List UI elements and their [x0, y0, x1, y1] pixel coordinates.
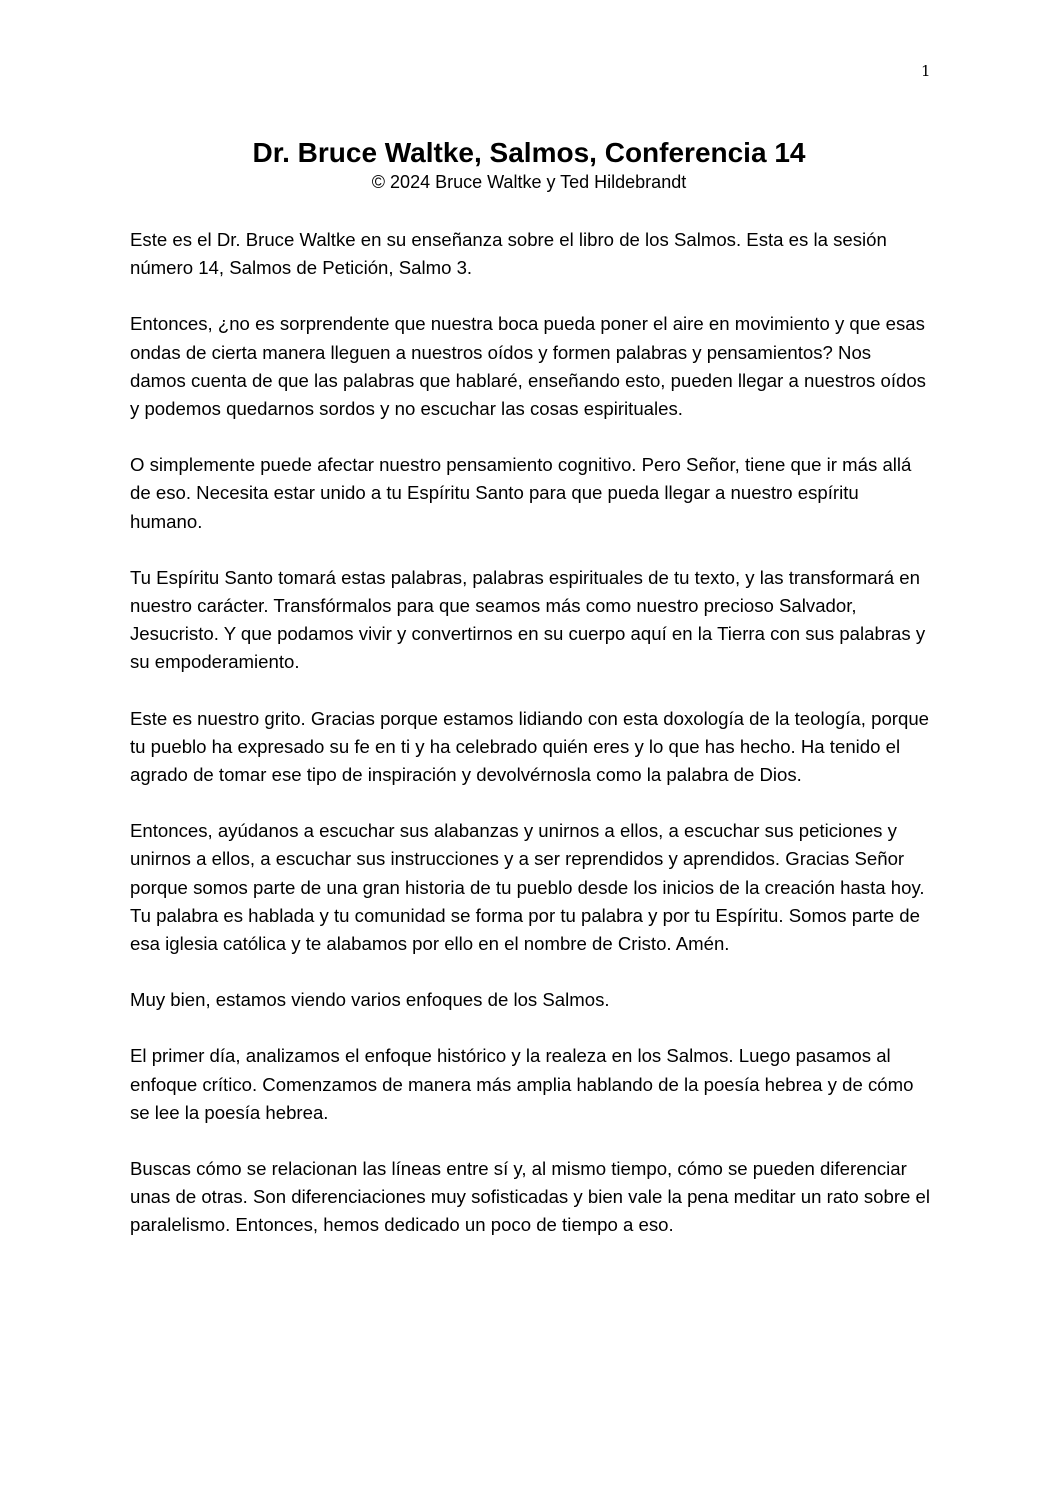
- paragraph: Tu Espíritu Santo tomará estas palabras, palabras espirituales de tu texto, y las transformará en nuestro carácter. Transfórmalos para que seamos más como nuestro precioso Salvador, Jesucristo. Y que podamos vivir y convertirnos en su cuerpo aquí en la Tierra con sus palabras y su empoderamiento.: [130, 566, 926, 673]
- paragraph: Este es el Dr. Bruce Waltke en su enseñanza sobre el libro de los Salmos. Esta es la sesión número 14, Salmos de Petición, Salmo 3.: [130, 229, 887, 279]
- paragraph: Este es nuestro grito. Gracias porque estamos lidiando con esta doxología de la teología, porque tu pueblo ha expresado su fe en ti y ha celebrado quién eres y lo que has hecho. Ha tenido el agrado de tomar ese tipo de inspiración y devolvérnosla como la palabra de Dios.: [130, 707, 929, 786]
- document-title: Dr. Bruce Waltke, Salmos, Conferencia 14: [252, 137, 806, 168]
- paragraph: O simplemente puede afectar nuestro pensamiento cognitivo. Pero Señor, tiene que ir más allá de eso. Necesita estar unido a tu Espíritu Santo para que pueda llegar a nuestro espíritu humano.: [130, 454, 912, 532]
- copyright-line: © 2024 Bruce Waltke y Ted Hildebrandt: [371, 172, 687, 192]
- paragraph: Muy bien, estamos viendo varios enfoques de los Salmos.: [130, 989, 610, 1011]
- document-body: [130, 226, 930, 1268]
- page-number: 1: [921, 62, 931, 80]
- paragraph: El primer día, analizamos el enfoque histórico y la realeza en los Salmos. Luego pasamos al enfoque crítico. Comenzamos de manera más amplia hablando de la poesía hebrea y de cómo se lee la poesía hebrea.: [130, 1045, 914, 1123]
- paragraph: Entonces, ¿no es sorprendente que nuestra boca pueda poner el aire en movimiento y que esas ondas de cierta manera lleguen a nuestros oídos y formen palabras y pensamientos? Nos damos cuenta de que las palabras que hablaré, enseñando esto, pueden llegar a nuestros oídos y podemos quedarnos sordos y no escuchar las cosas espirituales.: [130, 313, 926, 420]
- paragraph: Buscas cómo se relacionan las líneas entre sí y, al mismo tiempo, cómo se pueden diferenciar unas de otras. Son diferenciaciones muy sofisticadas y bien vale la pena meditar un rato sobre el paralelismo. Entonces, hemos dedicado un poco de tiempo a eso.: [130, 1158, 930, 1236]
- title-block: [130, 136, 928, 194]
- paragraph: Entonces, ayúdanos a escuchar sus alabanzas y unirnos a ellos, a escuchar sus peticiones y unirnos a ellos, a escuchar sus instrucciones y a ser reprendidos y aprendidos. Gracias Señor porque somos parte de una gran historia de tu pueblo desde los inicios de la creación hasta hoy. Tu palabra es hablada y tu comunidad se forma por tu palabra y por tu Espíritu. Somos parte de esa iglesia católica y te alabamos por ello en el nombre de Cristo. Amén.: [130, 820, 925, 955]
